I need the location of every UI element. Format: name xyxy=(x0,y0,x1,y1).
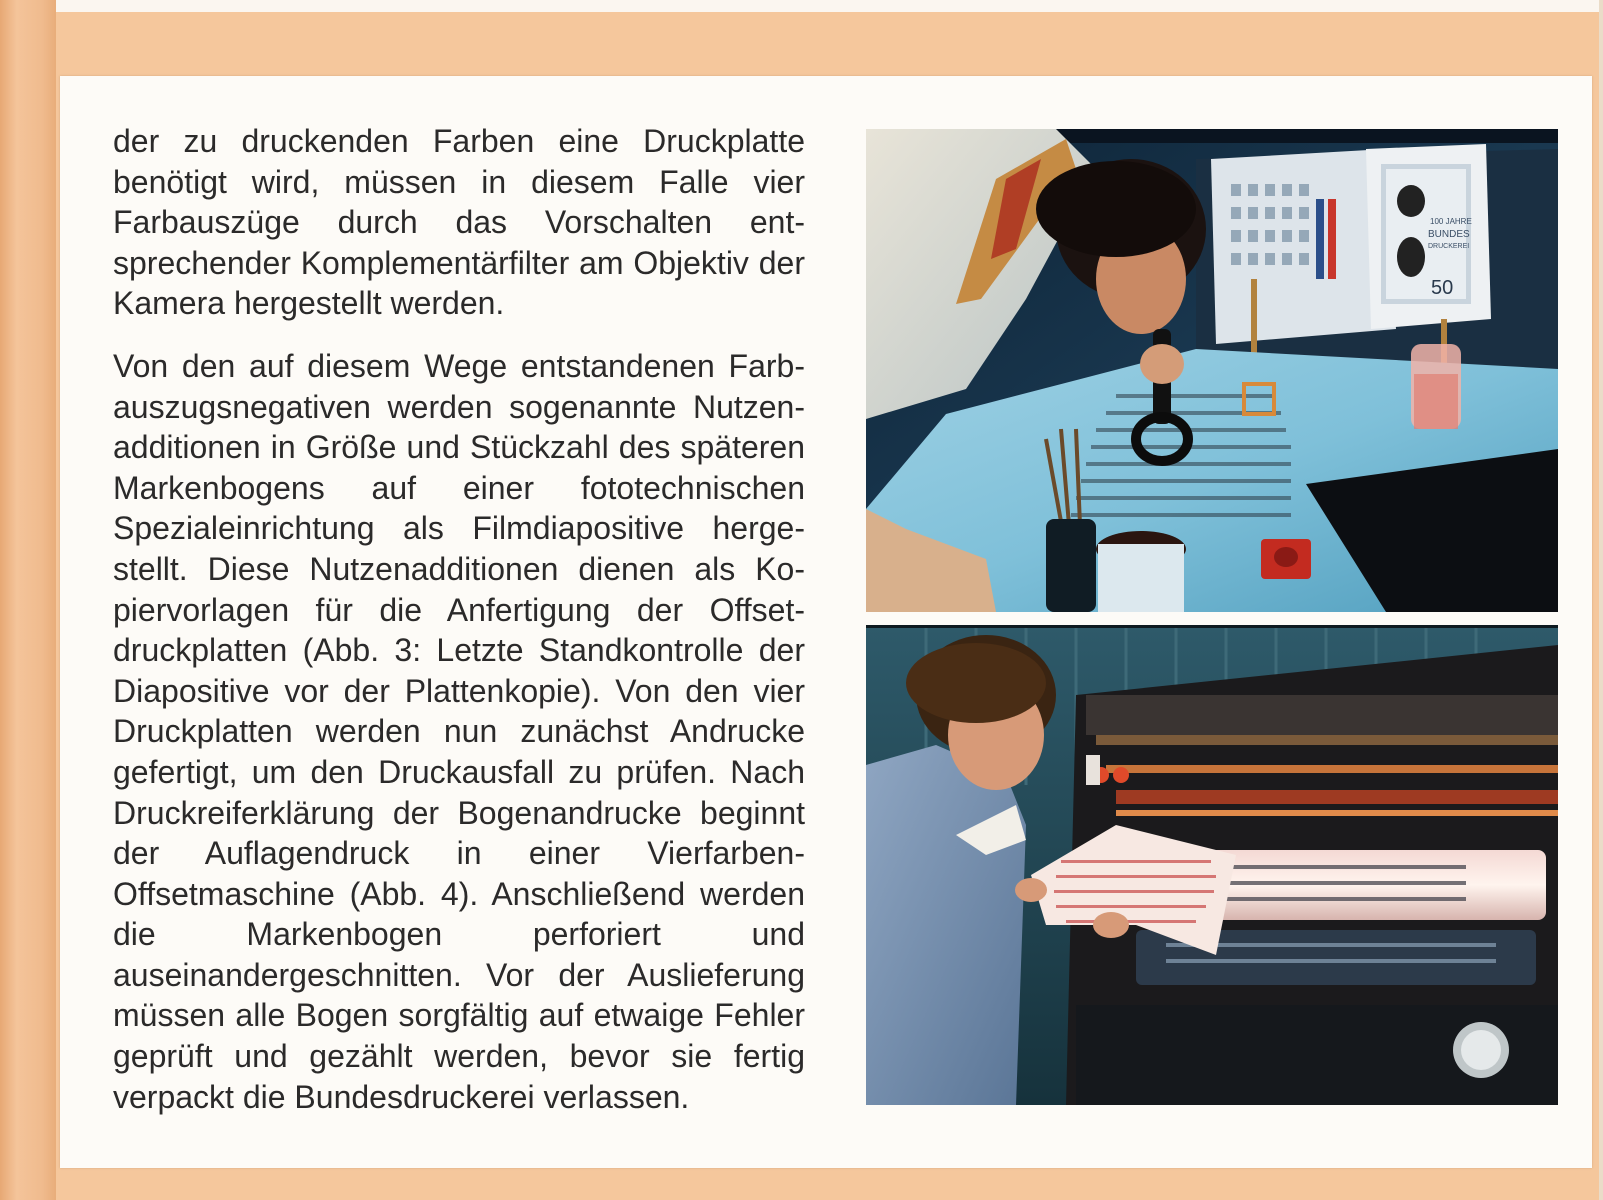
page-top-edge xyxy=(0,0,1603,12)
stamp-text-1: 100 JAHRE xyxy=(1430,217,1472,226)
body-text-column xyxy=(113,121,805,1117)
photo-film-inspection xyxy=(866,129,1558,612)
photo-film-inspection-illustration xyxy=(866,129,1558,612)
photo-offset-press xyxy=(866,625,1558,1105)
stamp-value: 50 xyxy=(1431,277,1454,299)
paragraph-1: der zu druckenden Farben eine Druckplatte benötigt wird, müssen in diesem Falle vier Farbauszüge durch das Vorschalten entsprechender Komplementärfilter am Objektiv der Kamera hergestellt werden. xyxy=(113,123,805,322)
photo-offset-press-illustration xyxy=(866,625,1558,1105)
booklet-spine xyxy=(0,0,56,1200)
paragraph-2: Von den auf diesem Wege entstandenen Farbauszugsnegativen werden sogenannte Nutzenadditionen in Größe und Stückzahl des späteren Markenbogens auf einer fototechnischen Spezialeinrichtung als Filmdiapositive hergestellt. Diese Nutzenadditionen dienen als Kopiervorlagen für die Anfertigung der Offsetdruckplatten (Abb. 3: Letzte Standkontrolle der Diapositive vor der Plattenkopie). Von den vier Druckplatten werden nun zunächst Andrucke gefertigt, um den Druckausfall zu prüfen. Nach Druckreiferklärung der Bogenandrucke beginnt der Auflagendruck in einer Vierfarben-Offsetmaschine (Abb. 4). Anschließend werden die Markenbogen perforiert und auseinandergeschnitten. Vor der Auslieferung müssen alle Bogen sorgfältig auf etwaige Fehler geprüft und gezählt werden, bevor sie fertig verpackt die Bundesdruckerei verlassen. xyxy=(113,347,805,1115)
stamp-text-3: DRUCKEREI xyxy=(1428,243,1470,250)
page-right-edge xyxy=(1599,0,1603,1200)
stamp-text-2: BUNDES xyxy=(1428,229,1470,240)
